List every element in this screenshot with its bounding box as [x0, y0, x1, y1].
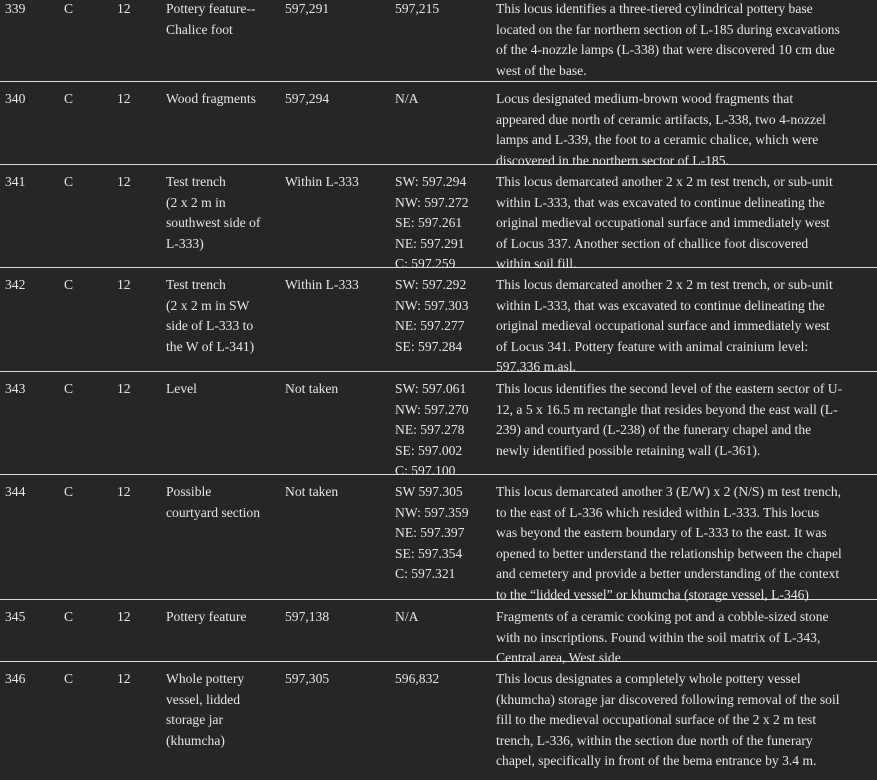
description-cell: This locus demarcated another 2 x 2 m test trench, or sub-unit within L-333, that was excavated to continue delineating the original medieval occupational surface and immediately west of Locus 337. Another section of challice foot discovered within soil fill. [496, 174, 833, 272]
levels-cell: SW 597.305 NW: 597.359 NE: 597.397 SE: 597.354 C: 597.321 [395, 484, 469, 582]
type-cell: Test trench (2 x 2 m in SW side of L-333 to the W of L-341) [166, 277, 255, 354]
levels-cell: SW: 597.294 NW: 597.272 SE: 597.261 NE: 597.291 C: 597.259 [395, 174, 469, 272]
area-cell: C [64, 174, 74, 189]
levels-cell: N/A [395, 91, 419, 106]
unit-cell: 12 [117, 671, 131, 686]
levels-cell: 596,832 [395, 671, 440, 686]
location-cell: 597,305 [285, 671, 330, 686]
area-cell: C [64, 277, 74, 292]
locus-number: 342 [5, 277, 26, 292]
area-cell: C [64, 381, 74, 396]
table-row [0, 662, 877, 770]
description-cell: This locus identifies the second level of the eastern sector of U- 12, a 5 x 16.5 m rectangle that resides beyond the east wall (L- 239) and courtyard (L-238) of the funerary chapel and the newly identified possible retaining wall (L-361). [496, 381, 843, 458]
table-row [0, 82, 877, 168]
unit-cell: 12 [117, 609, 131, 624]
type-cell: Pottery feature-- Chalice foot [166, 1, 256, 37]
levels-cell: SW: 597.292 NW: 597.303 NE: 597.277 SE: 597.284 [395, 277, 469, 354]
table-row [0, 268, 877, 375]
location-cell: 597,291 [285, 1, 330, 16]
location-cell: Within L-333 [285, 174, 359, 189]
locus-number: 346 [5, 671, 26, 686]
type-cell: Whole pottery vessel, lidded storage jar (khumcha) [166, 671, 245, 748]
locus-number: 345 [5, 609, 26, 624]
unit-cell: 12 [117, 91, 131, 106]
description-cell: This locus demarcated another 2 x 2 m test trench, or sub-unit within L-333, that was excavated to continue delineating the original medieval occupational surface and immediately west of Locus 341. Pottery feature with animal crainium level: 597.336 m.asl. [496, 277, 833, 375]
area-cell: C [64, 671, 74, 686]
table-row [0, 372, 877, 479]
unit-cell: 12 [117, 174, 131, 189]
type-cell: Possible courtyard section [166, 484, 260, 520]
description-cell: Locus designated medium-brown wood fragments that appeared due north of ceramic artifacts, L-338, two 4-nozzel lamps and L-339, the foot to a ceramic chalice, which were discovered in the northern sector of L-185. [496, 91, 826, 168]
locus-number: 341 [5, 174, 26, 189]
location-cell: 597,294 [285, 91, 330, 106]
locus-number: 344 [5, 484, 26, 499]
area-cell: C [64, 609, 74, 624]
levels-cell: SW: 597.061 NW: 597.270 NE: 597.278 SE: 597.002 C: 597.100 [395, 381, 469, 479]
table-row [0, 0, 877, 82]
levels-cell: 597,215 [395, 1, 440, 16]
area-cell: C [64, 484, 74, 499]
levels-cell: N/A [395, 609, 419, 624]
locus-number: 339 [5, 1, 26, 16]
location-cell: 597,138 [285, 609, 330, 624]
location-cell: Not taken [285, 381, 339, 396]
table-row [0, 475, 877, 600]
type-cell: Test trench (2 x 2 m in southwest side of L-333) [166, 174, 261, 251]
table-row [0, 165, 877, 272]
type-cell: Level [166, 381, 197, 396]
unit-cell: 12 [117, 381, 131, 396]
description-cell: This locus identifies a three-tiered cylindrical pottery base located on the far northern section of L-185 during excavations of the 4-nozzle lamps (L-338) that were discovered 10 cm due west of the base. [496, 1, 840, 78]
description-cell: This locus demarcated another 3 (E/W) x 2 (N/S) m test trench, to the east of L-336 which resided within L-333. This locus was beyond the eastern boundary of L-333 to the east. It was opened to better understand the relationship between the chapel and cemetery and provide a better understanding of the context to the “lidded vessel” or khumcha (storage vessel, L-346) [496, 484, 842, 602]
area-cell: C [64, 1, 74, 16]
description-cell: This locus designates a completely whole pottery vessel (khumcha) storage jar discovered following removal of the soil fill to the medieval occupational surface of the 2 x 2 m test trench, L-336, within the section due north of the funerary chapel, specifically in front of the bema entrance by 3.4 m. [496, 671, 840, 769]
unit-cell: 12 [117, 1, 131, 16]
location-cell: Within L-333 [285, 277, 359, 292]
unit-cell: 12 [117, 484, 131, 499]
description-cell: Fragments of a ceramic cooking pot and a cobble-sized stone with no inscriptions. Found within the soil matrix of L-343, Central area, West side [496, 609, 829, 666]
type-cell: Pottery feature [166, 609, 247, 624]
locus-number: 340 [5, 91, 26, 106]
table-row [0, 600, 877, 666]
area-cell: C [64, 91, 74, 106]
unit-cell: 12 [117, 277, 131, 292]
locus-number: 343 [5, 381, 26, 396]
location-cell: Not taken [285, 484, 339, 499]
type-cell: Wood fragments [166, 91, 256, 106]
